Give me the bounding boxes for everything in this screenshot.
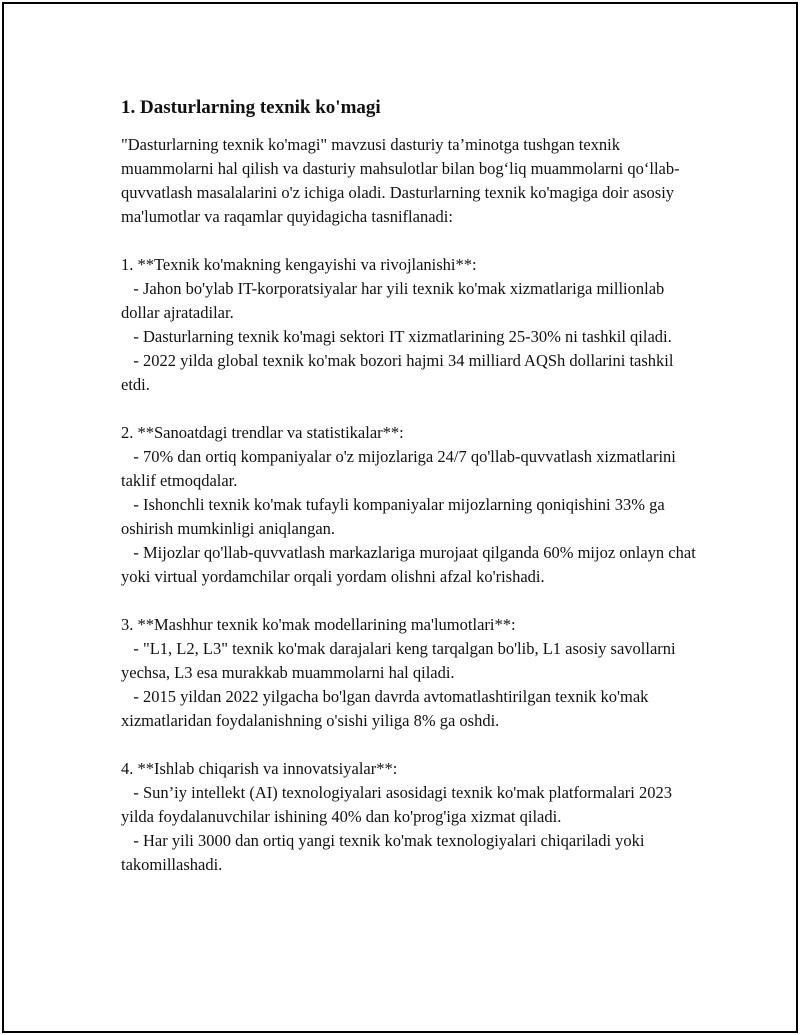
- bullet-item: - Dasturlarning texnik ko'magi sektori IT xizmatlarining 25-30% ni tashkil qiladi.: [121, 327, 672, 346]
- bullet-item: - 70% dan ortiq kompaniyalar o'z mijozlariga 24/7 qo'llab-quvvatlash xizmatlarini taklif etmoqdalar.: [121, 447, 681, 490]
- section-heading: 3. **Mashhur texnik ko'mak modellarining ma'lumotlari**:: [121, 615, 516, 634]
- bullet-item: - Har yili 3000 dan ortiq yangi texnik ko'mak texnologiyalari chiqariladi yoki takomillashadi.: [121, 831, 649, 874]
- page-frame: [2, 2, 798, 1033]
- bullet-item: - Sun’iy intellekt (AI) texnologiyalari asosidagi texnik ko'mak platformalari 2023 yilda foydalanuvchilar ishining 40% dan ko'prog'iga xizmat qiladi.: [121, 783, 677, 826]
- bullet-item: - Mijozlar qo'llab-quvvatlash markazlariga murojaat qilganda 60% mijoz onlayn chat yoki virtual yordamchilar orqali yordam olishni afzal ko'rishadi.: [121, 543, 700, 586]
- section-4: [121, 757, 701, 877]
- section-heading: 2. **Sanoatdagi trendlar va statistikalar**:: [121, 423, 404, 442]
- section-heading: 1. **Texnik ko'makning kengayishi va rivojlanishi**:: [121, 255, 477, 274]
- bullet-item: - "L1, L2, L3" texnik ko'mak darajalari keng tarqalgan bo'lib, L1 asosiy savollarni yechsa, L3 esa murakkab muammolarni hal qiladi.: [121, 639, 680, 682]
- bullet-item: - 2015 yildan 2022 yilgacha bo'lgan davrda avtomatlashtirilgan texnik ko'mak xizmatlaridan foydalanishning o'sishi yiliga 8% ga oshdi.: [121, 687, 653, 730]
- document-body: [121, 96, 701, 877]
- section-3: [121, 613, 701, 733]
- intro-paragraph: "Dasturlarning texnik ko'magi" mavzusi dasturiy ta’minotga tushgan texnik muammolarni hal qilish va dasturiy mahsulotlar bilan bog‘liq muammolarni qo‘llab-quvvatlash masalalarini o'z ichiga oladi. Dasturlarning texnik ko'magiga doir asosiy ma'lumotlar va raqamlar quyidagicha tasniflanadi:: [121, 135, 680, 226]
- document-title: 1. Dasturlarning texnik ko'magi: [121, 97, 381, 118]
- section-heading: 4. **Ishlab chiqarish va innovatsiyalar**:: [121, 759, 398, 778]
- section-2: [121, 421, 701, 589]
- bullet-item: - Jahon bo'ylab IT-korporatsiyalar har yili texnik ko'mak xizmatlariga millionlab dollar ajratadilar.: [121, 279, 669, 322]
- bullet-item: - Ishonchli texnik ko'mak tufayli kompaniyalar mijozlarning qoniqishini 33% ga oshirish mumkinligi aniqlangan.: [121, 495, 669, 538]
- section-1: [121, 253, 701, 397]
- bullet-item: - 2022 yilda global texnik ko'mak bozori hajmi 34 milliard AQSh dollarini tashkil etdi.: [121, 351, 678, 394]
